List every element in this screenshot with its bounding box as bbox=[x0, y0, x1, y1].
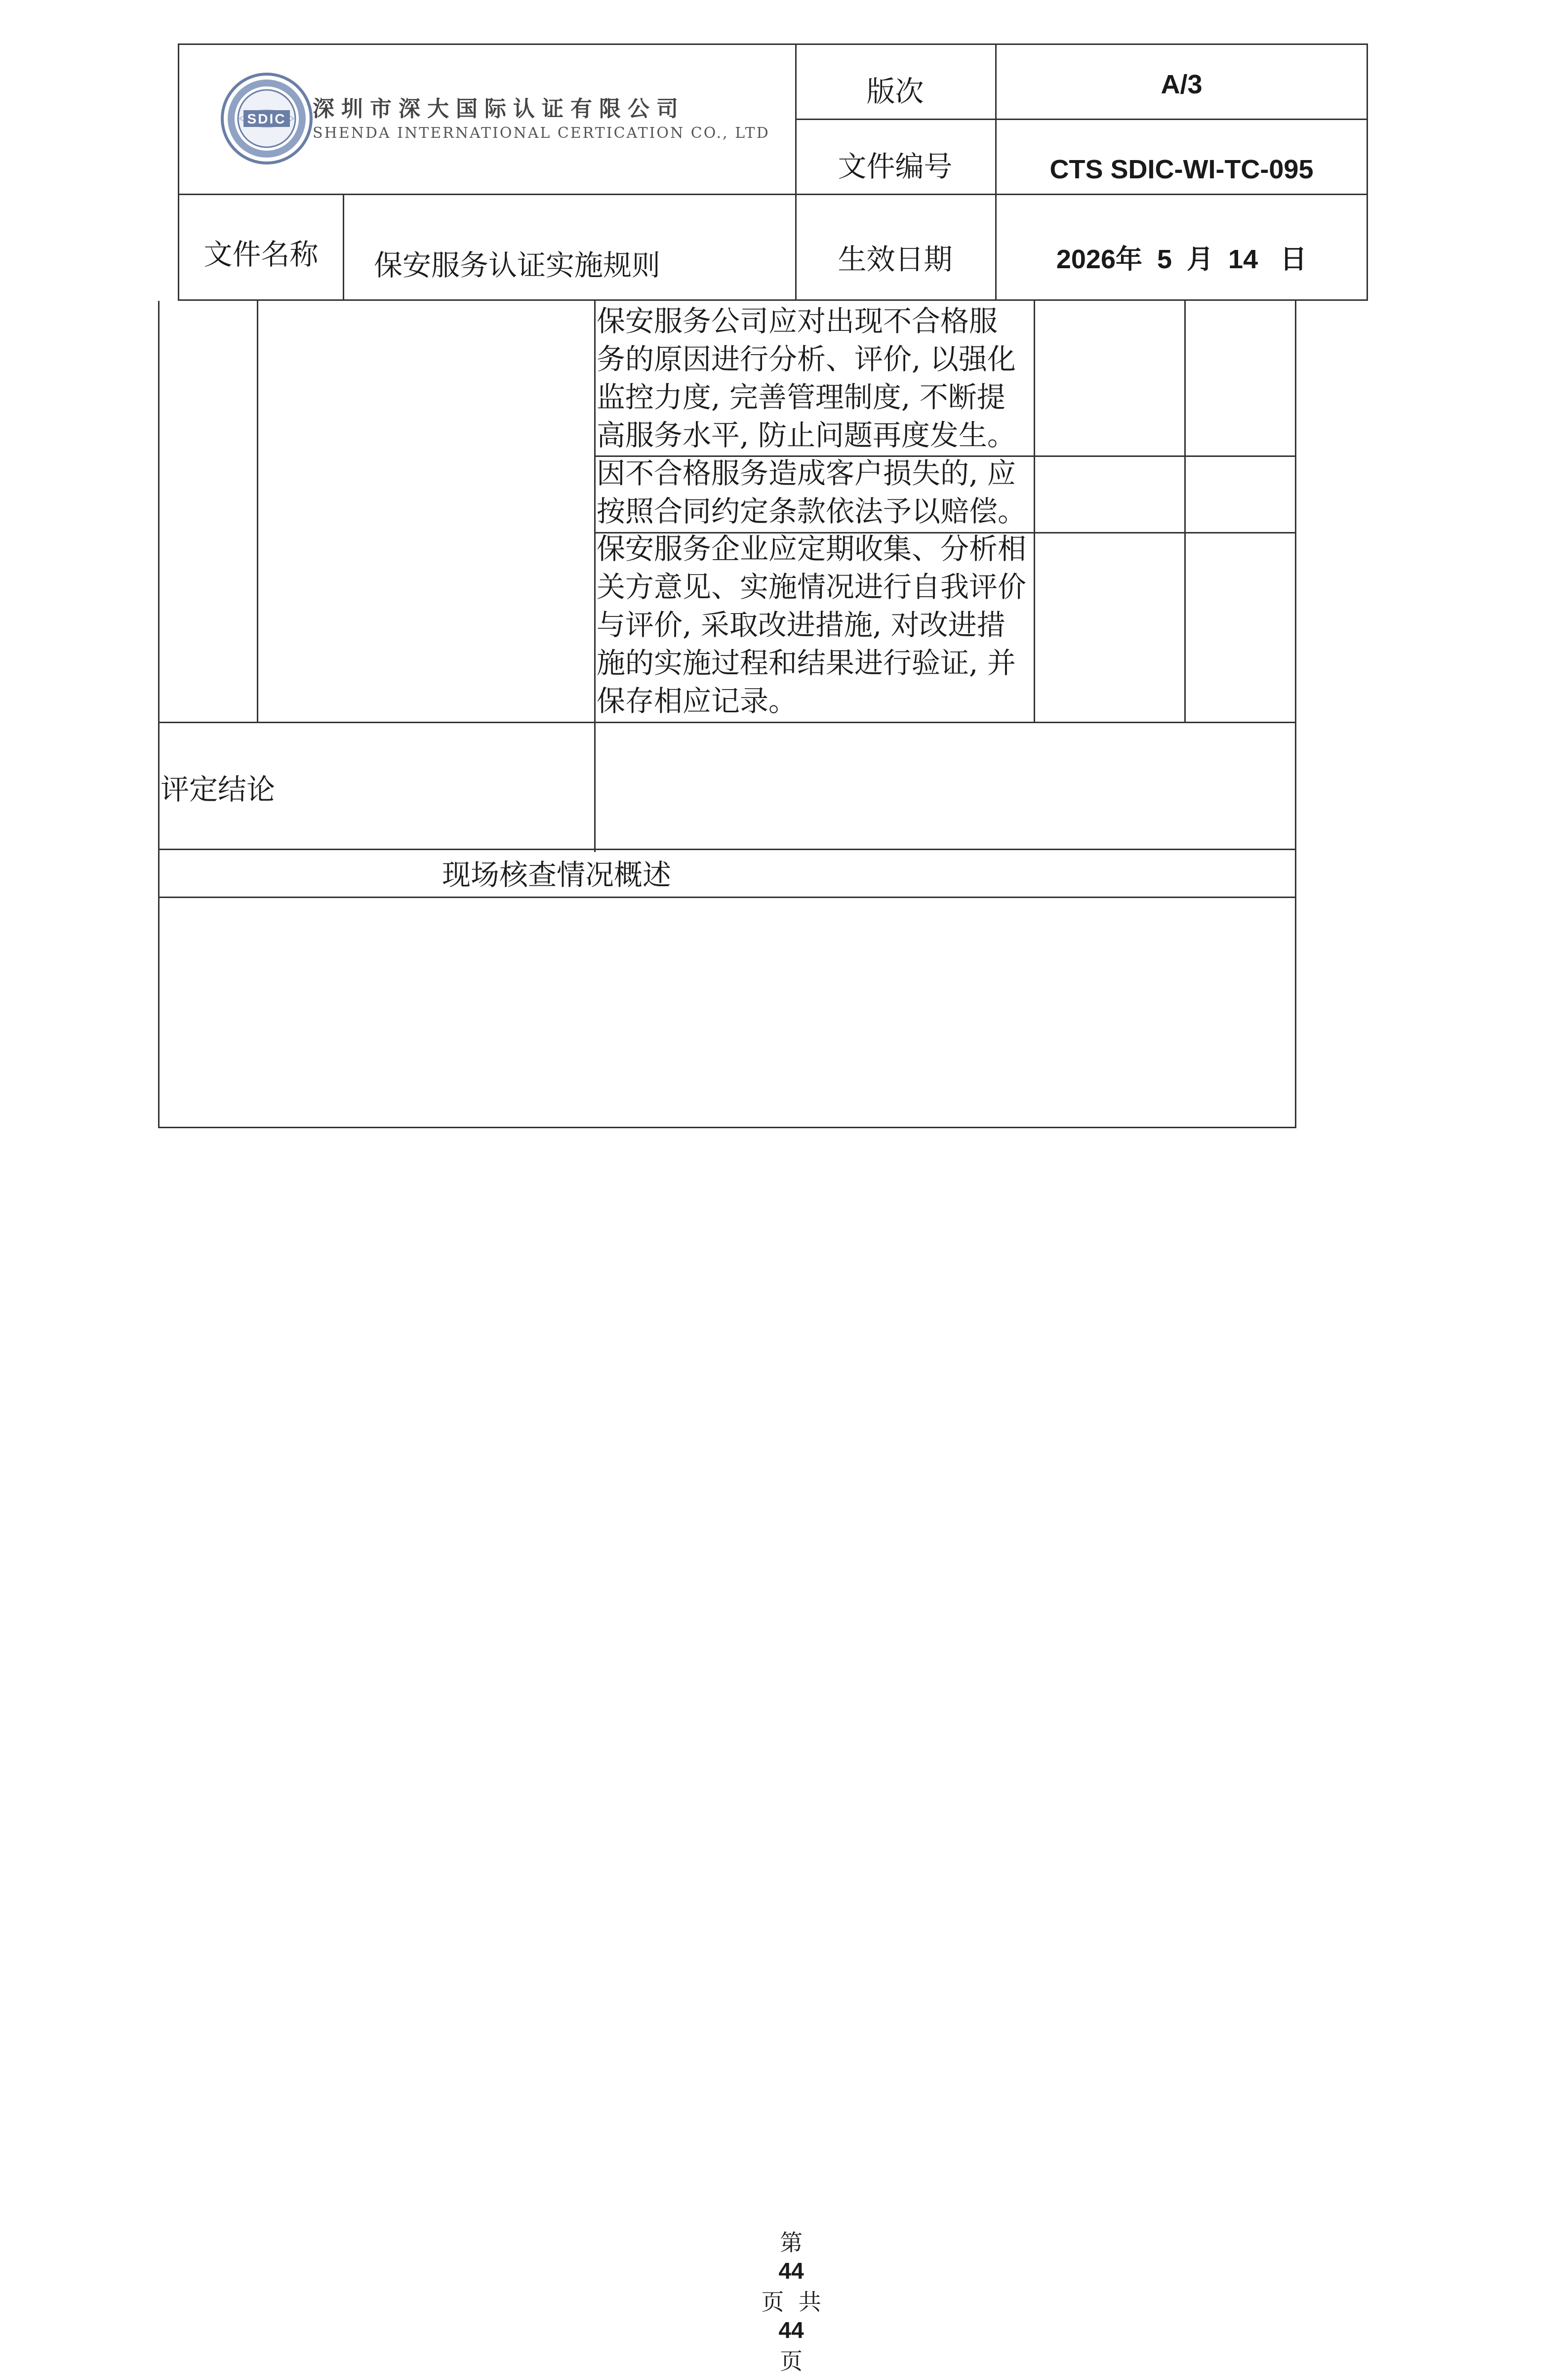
footer-mid: 页 共 bbox=[761, 2289, 821, 2315]
page-footer bbox=[0, 2198, 1568, 2376]
footer-total-pages: 44 bbox=[778, 2317, 804, 2343]
version-label: 版次 bbox=[866, 75, 924, 108]
doc-no-value: CTS SDIC-WI-TC-095 bbox=[1049, 155, 1314, 184]
company-name-en: SHENDA INTERNATIONAL CERTICATION CO., LTD bbox=[313, 124, 770, 142]
criteria-row-1: 保安服务公司应对出现不合格服 务的原因进行分析、评价, 以强化 监控力度, 完善管理制度, 不断提 高服务水平, 防止问题再度发生。 bbox=[597, 304, 1016, 452]
footer-page-number: 44 bbox=[778, 2258, 804, 2284]
overview-body[interactable] bbox=[163, 901, 1289, 1124]
file-name-label: 文件名称 bbox=[203, 238, 319, 271]
doc-no-label: 文件编号 bbox=[838, 150, 953, 183]
footer-suffix: 页 bbox=[780, 2348, 803, 2375]
company-name-cn: 深圳市深大国际认证有限公司 bbox=[313, 96, 685, 122]
criteria-row-3: 保安服务企业应定期收集、分析相 关方意见、实施情况进行自我评价 与评价, 采取改进措施, 对改进措 施的实施过程和结果进行验证, 并 保存相应记录。 bbox=[597, 532, 1027, 718]
overview-title: 现场核查情况概述 bbox=[442, 858, 672, 892]
logo-text: SDIC bbox=[247, 111, 286, 126]
effective-date-value: 2026年 5 月 14 日 bbox=[1056, 245, 1307, 274]
file-name-value: 保安服务认证实施规则 bbox=[374, 248, 661, 282]
conclusion-label: 评定结论 bbox=[161, 773, 276, 806]
footer-prefix: 第 bbox=[780, 2229, 803, 2256]
criteria-row-2: 因不合格服务造成客户损失的, 应 按照合同约定条款依法予以赔偿。 bbox=[597, 456, 1027, 528]
version-value: A/3 bbox=[1161, 70, 1203, 99]
effective-date-label: 生效日期 bbox=[838, 243, 953, 276]
